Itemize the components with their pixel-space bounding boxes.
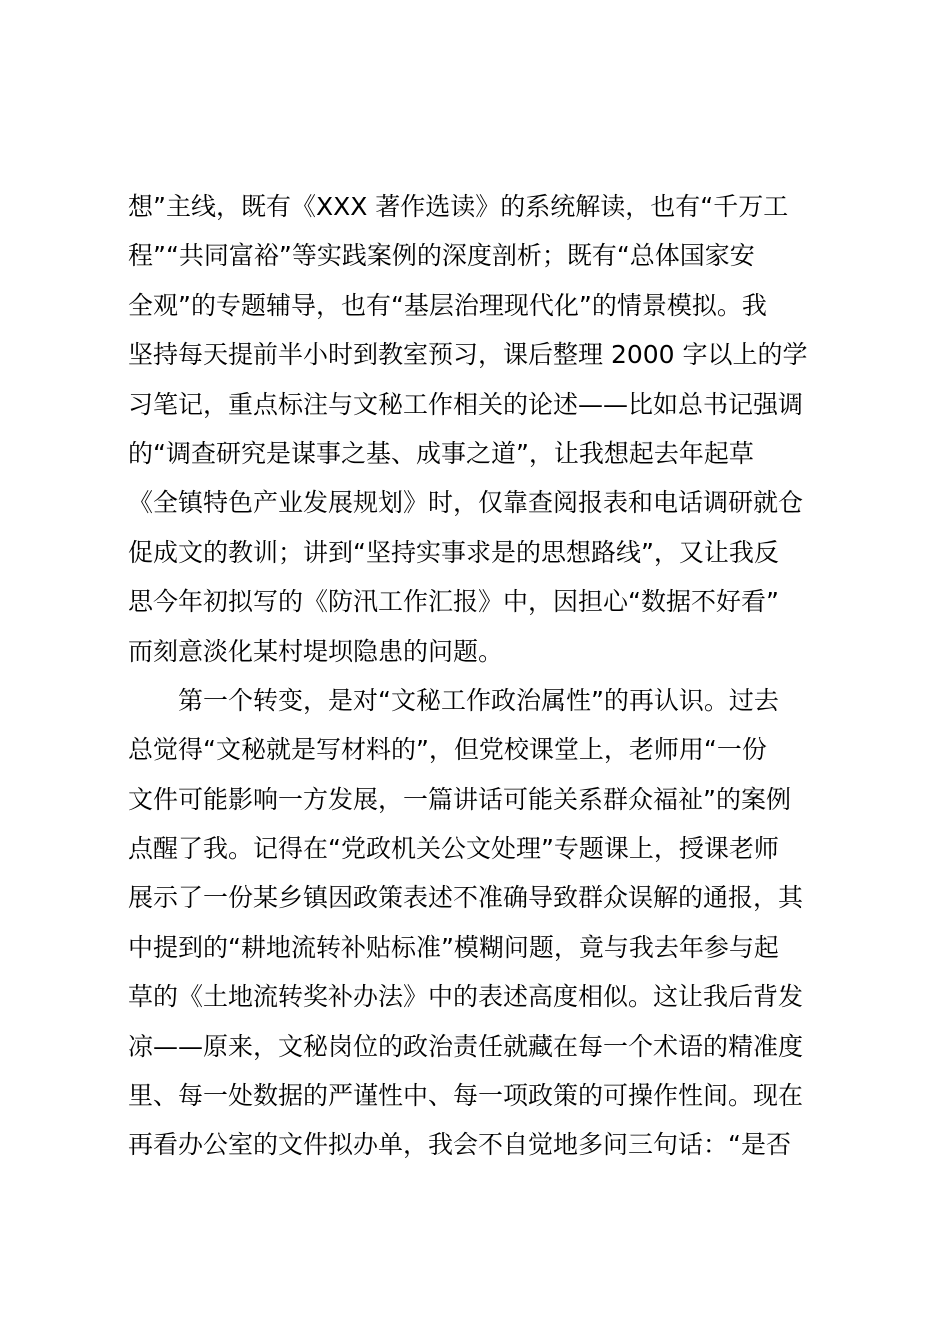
text-line: 而刻意淡化某村堤坝隐患的问题。 xyxy=(128,636,504,666)
text-line: 再看办公室的文件拟办单，我会不自觉地多问三句话：“是否 xyxy=(128,1130,791,1160)
text-line: 习笔记，重点标注与文秘工作相关的论述——比如总书记强调 xyxy=(128,389,804,419)
text-line: 凉——原来，文秘岗位的政治责任就藏在每一个术语的精准度 xyxy=(128,1031,804,1061)
text-line: 点醒了我。记得在“党政机关公文处理”专题课上，授课老师 xyxy=(128,834,779,864)
text-line: 程”“共同富裕”等实践案例的深度剖析；既有“总体国家安 xyxy=(128,241,755,271)
text-line: 中提到的“耕地流转补贴标准”模糊问题，竟与我去年参与起 xyxy=(128,932,779,962)
paragraph-1 xyxy=(128,182,838,676)
text-line: 《全镇特色产业发展规划》时，仅靠查阅报表和电话调研就仓 xyxy=(128,488,804,518)
text-line: 展示了一份某乡镇因政策表述不准确导致群众误解的通报，其 xyxy=(128,883,804,913)
text-line: 文件可能影响一方发展，一篇讲话可能关系群众福祉”的案例 xyxy=(128,784,791,814)
text-line: 想”主线，既有《XXX 著作选读》的系统解读，也有“千万工 xyxy=(128,192,789,221)
paragraph-2 xyxy=(128,676,838,1170)
text-line: 的“调查研究是谋事之基、成事之道”，让我想起去年起草 xyxy=(128,438,754,468)
text-line: 总觉得“文秘就是写材料的”，但党校课堂上，老师用“一份 xyxy=(128,735,767,765)
text-line: 坚持每天提前半小时到教室预习，课后整理 2000 字以上的学 xyxy=(128,340,808,370)
text-line: 里、每一处数据的严谨性中、每一项政策的可操作性间。现在 xyxy=(128,1081,804,1111)
text-line: 全观”的专题辅导，也有“基层治理现代化”的情景模拟。我 xyxy=(128,290,767,320)
text-line: 第一个转变，是对“文秘工作政治属性”的再认识。过去 xyxy=(178,685,779,715)
body-text xyxy=(128,182,838,1170)
text-line: 促成文的教训；讲到“坚持实事求是的思想路线”，又让我反 xyxy=(128,537,779,567)
text-line: 草的《土地流转奖补办法》中的表述高度相似。这让我后背发 xyxy=(128,982,804,1012)
text-line: 思今年初拟写的《防汛工作汇报》中，因担心“数据不好看” xyxy=(128,587,779,617)
